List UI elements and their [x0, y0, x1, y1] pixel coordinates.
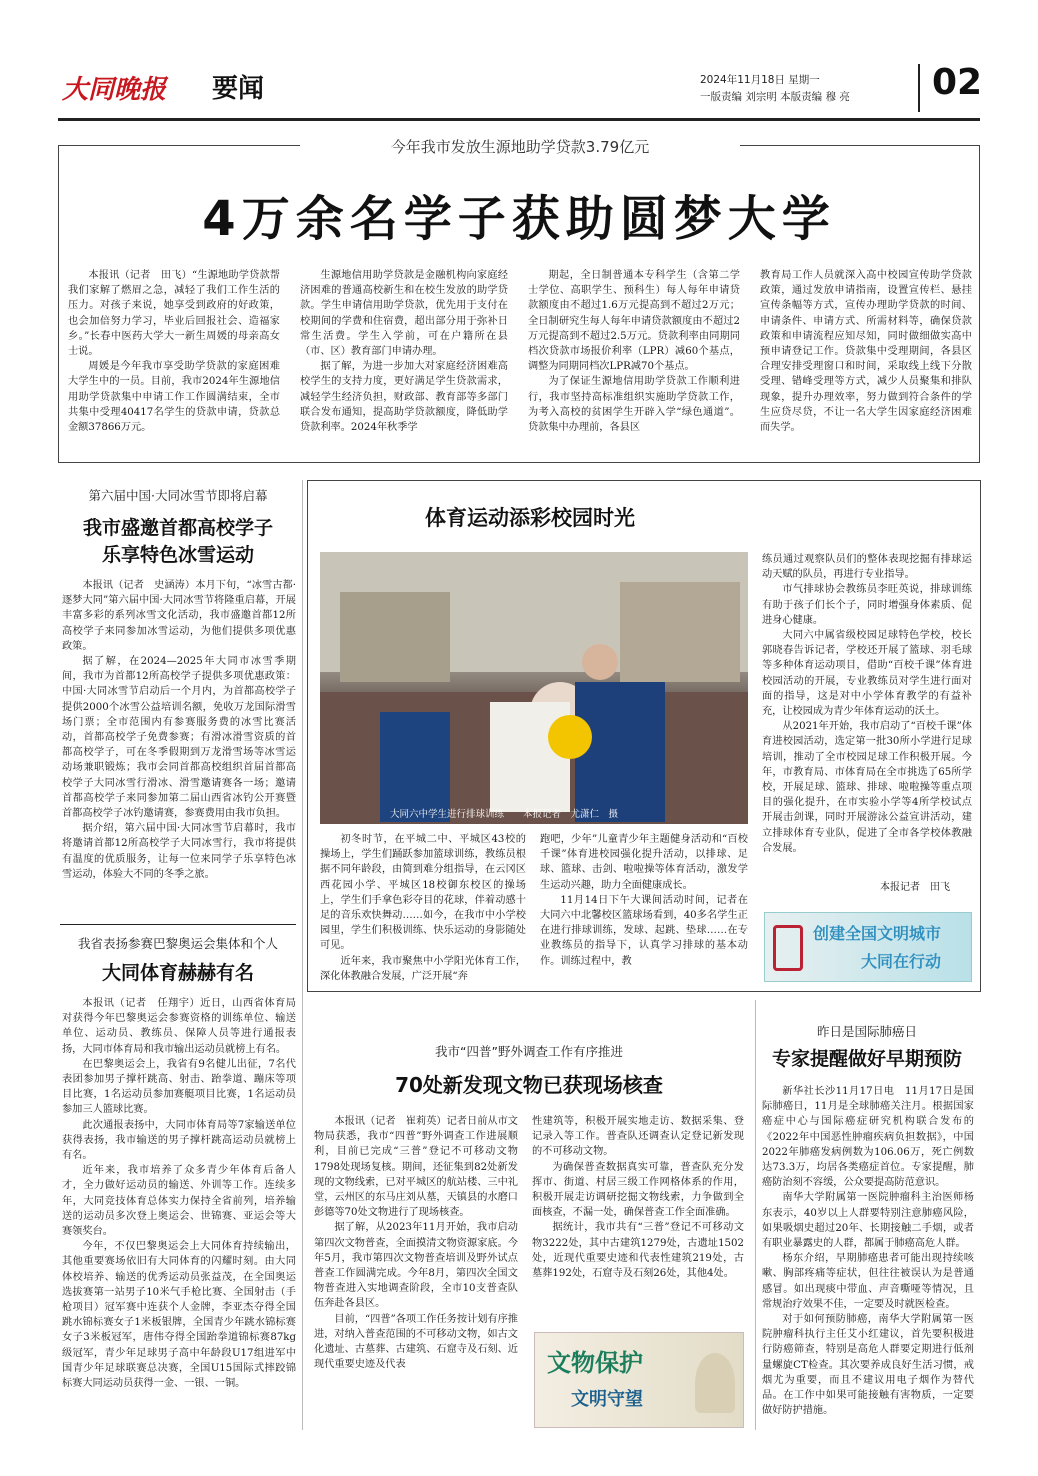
campus-paragraph: 市气排球协会教练员李旺英说，排球训练有助于孩子们长个子，同时增强身体素质、促进身心健康。: [762, 584, 972, 626]
lead-column-1: [68, 268, 280, 458]
editors-line: 一版责编 刘宗明 本版责编 穆 亮: [700, 91, 850, 103]
campus-paragraph: 大同六中属省级校园足球特色学校，校长郭晓春告诉记者，学校还开展了篮球、羽毛球等多种体育运动项目，借助“百校千课”体育进校园活动的开展，专业教练员对学生进行面对面的指导，这是对中小学体育教学的有益补充，让校园成为青少年体育运动的沃土。: [762, 630, 972, 718]
sport-body: [62, 996, 296, 1424]
relics-paragraph: 本报讯（记者 崔莉英）记者日前从市文物局获悉，我市“四普”野外调查工作进展顺利，目前已完成“三普”登记不可移动文物1798处现场复核。期间，还征集到82处新发现的文物线索，已对平城区的航站楼、三中礼堂，云州区的东马庄刘从墓，天镇县的水磨口彭德等70处文物进行了现场核查。: [314, 1116, 518, 1219]
section-title: 要闻: [212, 74, 265, 104]
relics-paragraph: 据了解，从2023年11月开始，我市启动第四次文物普查，全面摸清文物资源家底。今年5月，我市第四次文物普查培训及野外试点普查工作圆满完成。今年8月，第四次全国文物普查进入实地调查阶段，全市10支普查队伍奔赴各县区。: [314, 1222, 518, 1310]
campus-paragraph: 初冬时节，在平城二中、平城区43校的操场上，学生们踊跃参加篮球训练，教练员根据不同年龄段，由简到难分组指导，在云冈区西花园小学、平城区18校御东校区的操场上，学生们手拿色彩夺目的花球，伴着动感十足的音乐欢快舞动……如今，在我市中小学校园里，学生们积极训练、快乐运动的身影随处可见。: [320, 834, 526, 952]
civil-banner-line1: 创建全国文明城市: [813, 924, 942, 943]
sport-paragraph: 在巴黎奥运会上，我省有9名健儿出征，7名代表团参加男子撑杆跳高、射击、跆拳道、蹦床等项目比赛，1名运动员参加赛艇项目比赛，1名运动员参加三人篮球比赛。: [62, 1058, 296, 1116]
horse-sculpture-icon: [695, 1353, 735, 1413]
lead-paragraph: 周媛是今年我市享受助学贷款的家庭困难大学生中的一员。目前，我市2024年生源地信用助学贷款集中申请工作工作圆满结束，全市共集中受理40417名学生的贷款申请，贷款总金额37866万元。: [68, 361, 280, 434]
lead-paragraph: 教育局工作人员就深入高中校园宣传助学贷款政策，通过发放申请指南，设置宣传栏、悬挂宣传条幅等方式，宣传办理助学贷款的时间、申请条件、申请方式、所需材料等，确保贷款政策和申请流程应知尽知，同时做细做实高中预申请登记工作。贷款集中受理期间，各县区合理安排受理窗口和时间，采取线上线下分散受理、错峰受理等方式，减少人员聚集和排队现象，提升办理效率，努力做到符合条件的学生应贷尽贷，不让一名大学生因家庭经济困难而失学。: [760, 270, 972, 434]
ice-headline-line1: 我市盛邀首都高校学子: [82, 517, 273, 539]
relics-paragraph: 目前，“四普”各项工作任务按计划有序推进，对纳入普查范围的不可移动文物，如古文化遗址、古墓葬、古建筑、石窟寺及石刻、近现代重要史迹及代表: [314, 1313, 518, 1371]
relics-column-1: [314, 1114, 518, 1432]
campus-paragraph: 跑吧，少年”儿童青少年主题健身活动和“百校千课”体育进校园强化提升活动，以排球、足球、篮球、击剑、啦啦操等体育活动，激发学生运动兴趣，助力全面健康成长。: [540, 834, 748, 891]
lung-kicker: 昨日是国际肺癌日: [816, 1024, 917, 1039]
relics-headline: 70处新发现文物已获现场核查: [395, 1073, 663, 1097]
column-divider: [755, 1000, 756, 1430]
masthead-divider: [918, 64, 920, 112]
campus-column-2: [540, 832, 748, 988]
lead-column-4: [760, 268, 972, 458]
lead-paragraph: 据了解，为进一步加大对家庭经济困难高校学生的支持力度，更好满足学生贷款需求，减轻学生经济负担，财政部、教育部等多部门联合发布通知，提高助学贷款额度，降低助学贷款利率。2024年秋季学: [300, 361, 508, 434]
page-number: 02: [932, 62, 983, 103]
campus-column-1: [320, 832, 526, 988]
ice-kicker: 第六届中国·大同冰雪节即将启幕: [88, 488, 268, 503]
lead-column-3: [528, 268, 740, 458]
lead-kicker: 今年我市发放生源地助学贷款3.79亿元: [300, 136, 740, 157]
campus-paragraph: 从2021年开始，我市启动了“百校千课”体育进校园活动，选定第一批30所小学进行足球培训，推动了全市校园足球工作积极开展。今年，市教育局、市体育局在全市挑选了65所学校，开展足球、篮球、排球、啦啦操等重点项目的强化提升，在市实验小学等4所学校试点开展击剑课，同时开展游泳公益宣讲活动，建立排球体育专业队，促进了全市各学校体教融合发展。: [762, 721, 972, 854]
ice-body: [62, 578, 296, 920]
lead-headline: 4万余名学子获助圆梦大学: [202, 191, 836, 247]
campus-column-3: [762, 552, 972, 872]
newspaper-logo: 大同晚报: [62, 75, 167, 105]
ice-paragraph: 据了解，在2024—2025年大同市冰雪季期间，我市为首都12所高校学子提供多项优惠政策：中国·大同冰雪节启动后一个月内，为首都高校学子提供2000个冰雪公益培训名额，免收万龙国际滑雪场门票；全市范围内有参赛服务费的冰雪比赛活动，首都高校学子免费参赛；有滑冰滑雪资质的首都高校学子，可在冬季假期到万龙滑雪场等冰雪运动场兼职锻炼；我市会同首都高校组织首届首都高校学子大同冰雪行滑冰、滑雪邀请赛各一场；邀请首都高校学子来同参加第二届山西省冰钓公开赛暨首都高校学子冰钓邀请赛，参赛费用由我市负担。: [62, 656, 296, 820]
campus-paragraph: 11月14日下午大课间活动时间，记者在大同六中北馨校区篮球场看到，40多名学生正在进行排球训练，发球、起跳、垫球……在专业教练员的指导下，认真学习排球的基本动作。训练过程中，教: [540, 894, 748, 967]
ice-headline: [60, 515, 296, 569]
lung-paragraph: 新华社长沙11月17日电 11月17日是国际肺癌日，11月是全球肺癌关注月。根据国家癌症中心与国际癌症研究机构联合发布的《2022年中国恶性肿瘤疾病负担数据》，中国2022年肺癌发病例数为106.06万，死亡例数达73.3万，均居各类癌症首位。专家提醒，肺癌防治刻不容缓，公众要提高防范意识。: [762, 1086, 974, 1189]
relic-protection-banner: [534, 1332, 744, 1428]
ice-paragraph: 据介绍，第六届中国·大同冰雪节启幕时，我市将邀请首都12所高校学子大同冰雪行，我市将提供有温度的优质服务，让每一位来同学子乐享特色冰雪运动，体验大不同的冬季之旅。: [62, 823, 296, 880]
issue-meta: [700, 72, 850, 106]
sport-paragraph: 本报讯（记者 任翔宇）近日，山西省体育局对获得今年巴黎奥运会参赛资格的训练单位、输送单位、运动员、教练员、保障人员等进行通报表扬，大同市体育局和我市输出运动员就榜上有名。: [62, 998, 296, 1055]
sport-kicker: 我省表扬参赛巴黎奥运会集体和个人: [77, 936, 278, 951]
lung-headline: 专家提醒做好早期预防: [771, 1048, 962, 1070]
column-divider: [302, 480, 303, 1430]
column-divider: [60, 924, 296, 925]
lung-paragraph: 南华大学附属第一医院肿瘤科主治医师杨东表示，40岁以上人群要特别注意肺癌风险，如果吸烟史超过20年、长期接触二手烟，或者有职业暴露史的人群，都属于肺癌高危人群。: [762, 1192, 974, 1250]
lead-paragraph: 期起，全日制普通本专科学生（含第二学士学位、高职学生、预科生）每人每年申请贷款额度由不超过1.6万元提高到不超过2万元；全日制研究生每人每年申请贷款额度由不超过2万元提高到不超过2.5万元。贷款利率由同期同档次贷款市场报价利率（LPR）减60个基点，调整为同期同档次LPR减70个基点。: [528, 270, 740, 373]
lead-paragraph: 生源地信用助学贷款是金融机构向家庭经济困难的普通高校新生和在校生发放的助学贷款。学生申请信用助学贷款，优先用于支付在校期间的学费和住宿费，超出部分用于弥补日常生活费。学生入学前，可在户籍所在县（市、区）教育部门申请办理。: [300, 270, 508, 358]
sport-paragraph: 今年，不仅巴黎奥运会上大同体育持续输出，其他重要赛场依旧有大同体育的闪耀时刻。由大同体校培养、输送的优秀运动员张益茂，在全国奥运选拔赛第一站男子10米气手枪比赛、全国射击（手枪项目）冠军赛中连获个人金牌，李亚杰夺得全国跳水锦标赛女子1米板银牌，全国青少年跳水锦标赛女子3米板冠军，唐伟夺得全国跆拳道锦标赛87kg级冠军，青少年足球男子高中年龄段U17组进军中国青少年足球联赛总决赛，全国U15国际式摔跤锦标赛大同运动员获得一金、一银、一铜。: [62, 1241, 296, 1390]
campus-byline: 本报记者 田飞: [880, 882, 950, 893]
date-line: 2024年11月18日 星期一: [700, 74, 820, 86]
ice-headline-line2: 乐享特色冰雪运动: [101, 544, 254, 566]
sport-paragraph: 近年来，我市培养了众多青少年体育后备人才，全力做好运动员的输送、外训等工作。连续多年，大同竞技体育总体实力保持全省前列，培养输送的运动员多次登上奥运会、世锦赛、亚运会等大赛领奖台。: [62, 1165, 296, 1238]
campus-headline: 体育运动添彩校园时光: [425, 506, 635, 530]
volleyball-photo-illustration: [320, 552, 748, 824]
civil-banner-line2: 大同在行动: [861, 952, 942, 971]
ice-paragraph: 本报讯（记者 史涵涛）本月下旬，“冰雪古都·逐梦大同”第六届中国·大同冰雪节将隆重启幕，开展丰富多彩的系列冰雪文化活动，我市盛邀首都12所高校学子来同参加冰雪运动，为他们提供多项优惠政策。: [62, 580, 296, 652]
pavilion-icon: [773, 925, 803, 971]
masthead-rule: [58, 118, 980, 121]
lead-paragraph: 本报讯（记者 田飞）“生源地助学贷款帮我们家解了燃眉之急，减轻了我们工作生活的压力。对孩子来说，她享受到政府的好政策，也会加倍努力学习，毕业后回报社会、造福家乡。”长春中医药大学大一新生周媛的母亲高女士说。: [68, 270, 280, 358]
lead-paragraph: 为了保证生源地信用助学贷款工作顺利进行，我市坚持高标准组织实施助学贷款工作，为考入高校的贫困学生开辟入学“绿色通道”。贷款集中办理前，各县区: [528, 376, 740, 434]
campus-paragraph: 近年来，我市聚焦中小学阳光体育工作，深化体教融合发展，广泛开展“奔: [320, 955, 526, 982]
campus-paragraph: 练员通过观察队员们的整体表现挖掘有排球运动天赋的队员，再进行专业指导。: [762, 554, 972, 581]
lung-paragraph: 杨东介绍，早期肺癌患者可能出现持续咳嗽、胸部疼痛等症状，但往往被误认为是普通感冒。如出现痰中带血、声音嘶哑等情况，且常规治疗效果不佳，一定要及时就医检查。: [762, 1253, 974, 1310]
relic-banner-line1: 文物保护: [547, 1349, 643, 1377]
civil-city-banner: [764, 912, 972, 982]
relics-paragraph: 据统计，我市共有“三普”登记不可移动文物3222处，其中古建筑1279处，古遗址1502处，近现代重要史迹和代表性建筑219处，古墓葬192处，石窟寺及石刻26处，其他4处。: [532, 1222, 744, 1280]
lung-paragraph: 对于如何预防肺癌，南华大学附属第一医院肿瘤科执行主任艾小红建议，首先要积极进行防癌筛查，特别是高危人群要定期进行低剂量螺旋CT检查。其次要养成良好生活习惯，戒烟尤为重要，而且不建议用电子烟作为替代品。在工作中如果可能接触有害物质，一定要做好防护措施。: [762, 1314, 974, 1417]
relics-paragraph: 为确保普查数据真实可靠，普查队充分发挥市、街道、村居三级工作网格体系的作用，积极开展走访调研挖掘文物线索，力争做到全面核查，不漏一处，确保普查工作全面准确。: [532, 1161, 744, 1219]
sport-paragraph: 此次通报表扬中，大同市体育局等7家输送单位获得表扬，我市输送的男子撑杆跳高运动员就榜上有名。: [62, 1119, 296, 1162]
sport-headline: 大同体育赫赫有名: [101, 962, 254, 984]
volleyball-photo: [320, 552, 748, 824]
relics-kicker: 我市“四普”野外调查工作有序推进: [435, 1044, 623, 1059]
relics-paragraph: 性建筑等，积极开展实地走访、数据采集、登记录入等工作。普查队还调查认定登记新发现的不可移动文物。: [532, 1116, 744, 1158]
relic-banner-line2: 文明守望: [571, 1389, 643, 1410]
relics-column-2: [532, 1114, 744, 1310]
lead-column-2: [300, 268, 508, 458]
lung-body: [762, 1084, 974, 1432]
photo-caption: 大同六中学生进行排球训练 本报记者 尤潇仁 摄: [390, 809, 619, 820]
